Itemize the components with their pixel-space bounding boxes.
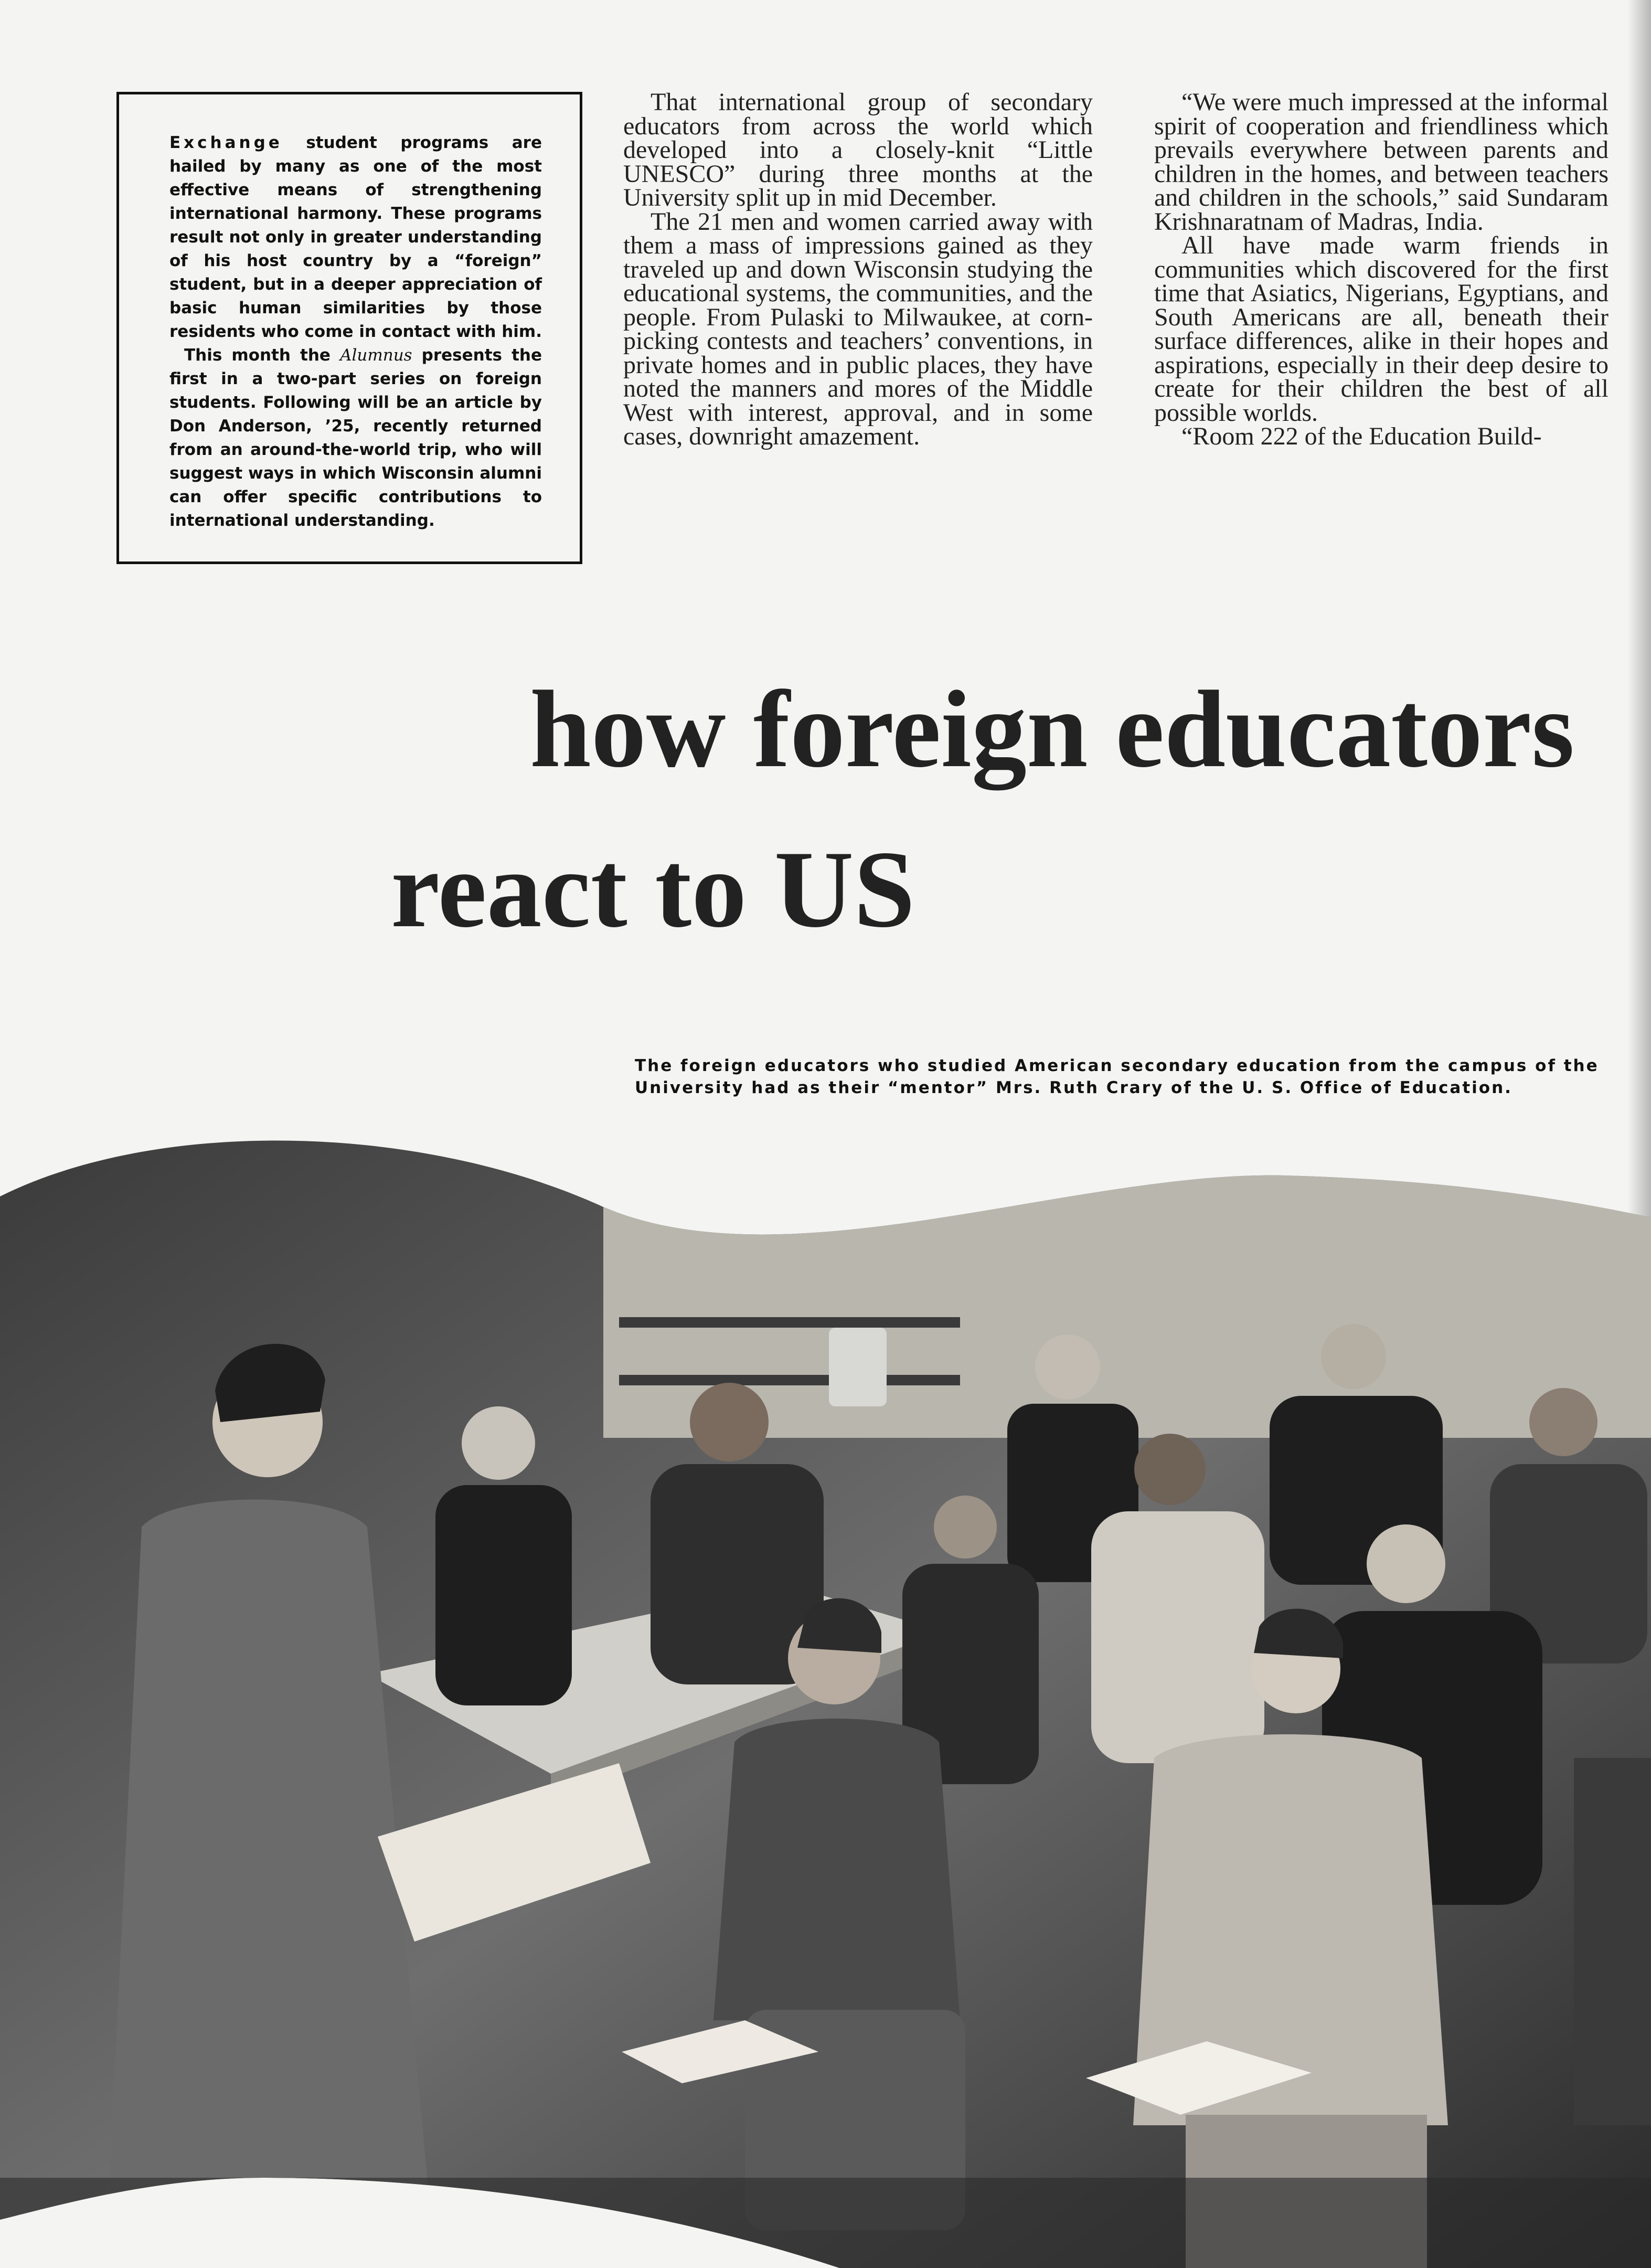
article-paragraph: That international group of secondary educators from across the world which developed into a closely-knit “Little UNESCO” during three months at the University split up in mid December.	[623, 88, 1093, 211]
photo-caption: The foreign educators who studied American secondary education from the campus of the University had as their “mentor” Mrs. Ruth Crary of the U. S. Office of Education.	[635, 1056, 1599, 1097]
headline-line-2: react to US	[391, 829, 915, 950]
article-column-2	[1154, 90, 1609, 449]
article-paragraph: “Room 222 of the Education Build-	[1181, 422, 1542, 450]
intro-paragraph-1-text: student programs are hailed by many as one of the most effective means of strengthening international harmony. These programs result not only in greater understanding of his host country by a “foreign” student, but in a deeper appreciation of basic human similarities by those residents who come in contact with him.	[169, 133, 542, 341]
intro-lead-word: Exchange	[169, 133, 283, 152]
intro-paragraph-1	[169, 131, 542, 344]
publication-name: Alumnus	[340, 346, 412, 365]
headline-line-1: how foreign educators	[530, 669, 1575, 790]
intro-paragraph-2-after: presents the first in a two-part series on foreign students. Following will be an article by Don Anderson, ’25, recently returned from an around-the-world trip, who will suggest ways in which Wisconsin alumni can offer specific contributions to international understanding.	[169, 346, 542, 530]
page-edge-shadow	[1627, 0, 1651, 1259]
intro-paragraph-2-before: This month the	[184, 346, 340, 365]
intro-box	[116, 92, 582, 564]
classroom-photo-illustration	[0, 1128, 1651, 2268]
intro-paragraph-2	[169, 344, 542, 533]
article-paragraph: All have made warm friends in communities which discovered for the first time that Asiatics, Nigerians, Egyptians, and South Americans are all, beneath their surface differences, alike in their hopes and aspirations, especially in their deep desire to create for their children the best of all possible worlds.	[1154, 231, 1609, 427]
article-column-1	[623, 90, 1093, 449]
classroom-photo	[0, 1128, 1651, 2268]
article-paragraph: The 21 men and women carried away with them a mass of impressions gained as they traveled up and down Wisconsin studying the educational systems, the communities, and the people. From Pulaski to Milwaukee, at corn-picking contests and teachers’ conventions, in private homes and in public places, they have noted the manners and mores of the Middle West with interest, approval, and in some cases, downright amazement.	[623, 207, 1093, 450]
article-paragraph: “We were much impressed at the informal spirit of cooperation and friendliness which prevails everywhere between parents and children in the homes, and between teachers and children in the schools,” said Sundaram Krishnaratnam of Madras, India.	[1154, 88, 1609, 236]
